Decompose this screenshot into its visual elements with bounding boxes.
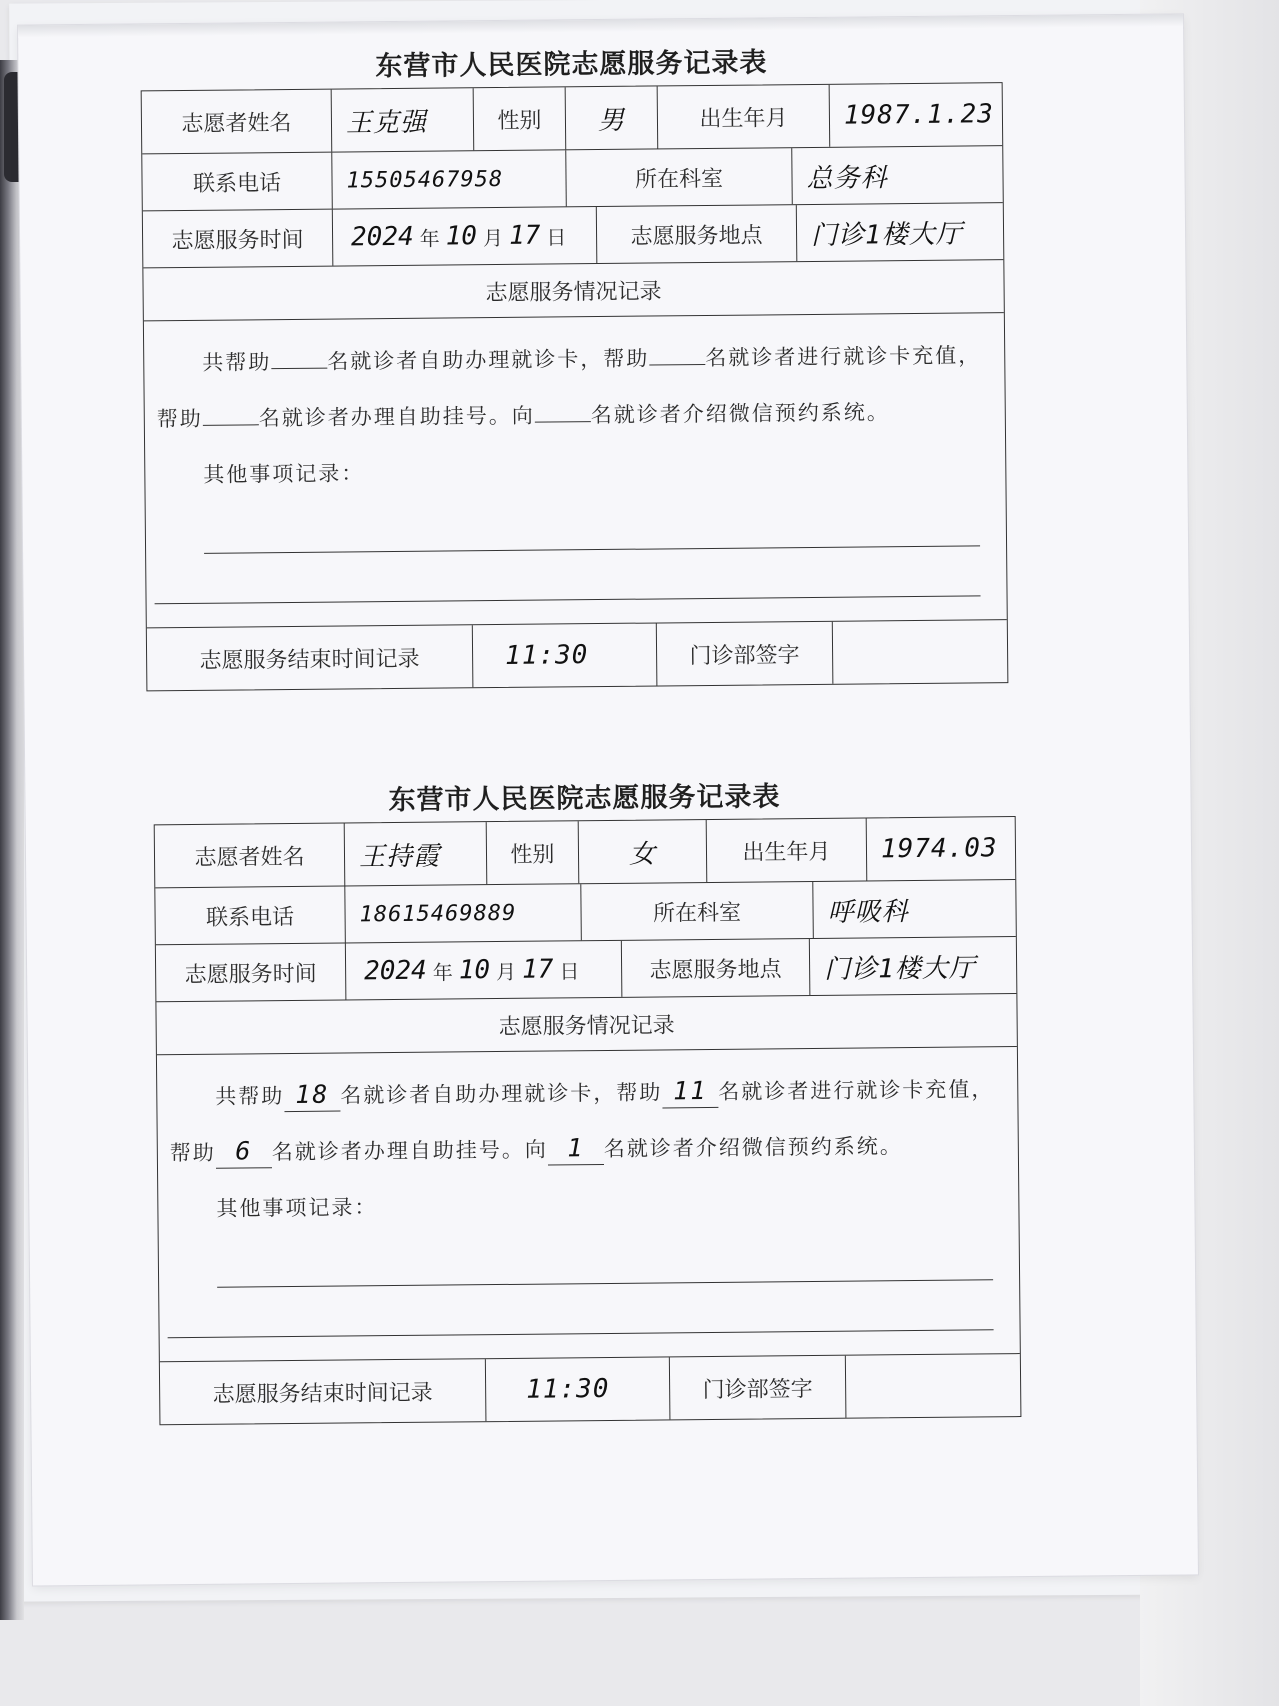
record-form-2: [153, 774, 1021, 1425]
value-service-date[interactable]: [346, 941, 623, 1000]
value-gender[interactable]: 女: [579, 820, 708, 883]
row-identity: [155, 817, 1016, 888]
record-form-1: [140, 40, 1008, 691]
label-signature: 门诊部签字: [670, 1356, 847, 1420]
unit-year: 年: [419, 226, 440, 251]
form-table: [154, 816, 1022, 1425]
row-service: [143, 203, 1004, 268]
date-month: 10: [445, 221, 478, 252]
section-title: 志愿服务情况记录: [498, 1012, 675, 1040]
label-service-time: 志愿服务时间: [143, 210, 334, 268]
date-month: 10: [458, 955, 491, 986]
form-table: [141, 82, 1009, 691]
record-text-2: 名就诊者自助办理就诊卡，帮助: [340, 1080, 663, 1108]
blank-registration[interactable]: [203, 424, 259, 426]
record-text-3: 名就诊者进行就诊卡充值，帮助: [156, 343, 982, 432]
other-line-2[interactable]: [168, 1329, 994, 1338]
unit-day: 日: [546, 224, 567, 250]
row-identity: [142, 83, 1003, 154]
blank-wechat[interactable]: 1: [548, 1133, 604, 1166]
record-text-1: 共帮助: [202, 350, 272, 375]
label-gender: 性别: [474, 87, 567, 150]
row-contact: [155, 880, 1016, 945]
value-service-place[interactable]: 门诊1楼大厅: [823, 952, 976, 985]
row-end: [160, 1354, 1021, 1424]
section-title: 志愿服务情况记录: [485, 278, 662, 306]
value-gender[interactable]: 男: [566, 86, 659, 149]
value-name[interactable]: 王持霞: [345, 822, 488, 885]
blank-wechat[interactable]: [535, 421, 591, 423]
row-service: [156, 937, 1017, 1002]
label-name: 志愿者姓名: [142, 90, 333, 154]
label-service-time: 志愿服务时间: [156, 943, 347, 1001]
blank-registration[interactable]: 6: [216, 1136, 272, 1169]
other-line-1[interactable]: [204, 545, 980, 553]
label-phone: 联系电话: [142, 153, 333, 211]
value-end-time[interactable]: 11:30: [486, 1357, 671, 1421]
record-text-5: 名就诊者介绍微信预约系统。: [590, 400, 890, 428]
other-line-1[interactable]: [217, 1279, 993, 1287]
value-service-date[interactable]: [333, 207, 598, 266]
label-birth: 出生年月: [658, 85, 831, 149]
value-dept[interactable]: 呼吸科: [827, 896, 909, 928]
record-body: [144, 313, 1007, 627]
form-title: 东营市人民医院志愿服务记录表: [375, 47, 768, 83]
other-line-2[interactable]: [155, 595, 981, 604]
label-name: 志愿者姓名: [155, 823, 346, 887]
label-dept: 所在科室: [566, 148, 793, 206]
blank-recharge[interactable]: [649, 364, 705, 366]
value-signature[interactable]: [833, 620, 1007, 684]
value-phone[interactable]: 18615469889: [345, 884, 582, 942]
date-day: 17: [521, 954, 554, 985]
date-year: 2024: [363, 955, 427, 987]
blank-cards[interactable]: 18: [284, 1080, 340, 1113]
label-signature: 门诊部签字: [657, 622, 834, 686]
value-end-time[interactable]: 11:30: [473, 623, 658, 687]
form-title: 东营市人民医院志愿服务记录表: [388, 781, 781, 817]
blank-cards[interactable]: [271, 368, 327, 370]
record-text-5: 名就诊者介绍微信预约系统。: [603, 1134, 903, 1162]
value-dept[interactable]: 总务科: [806, 162, 888, 194]
row-section-head: [143, 260, 1003, 321]
date-year: 2024: [350, 221, 414, 253]
value-name[interactable]: 王克强: [332, 88, 475, 151]
record-text-3: 名就诊者进行就诊卡充值，帮助: [169, 1077, 995, 1166]
date-day: 17: [508, 220, 541, 251]
record-text-4: 名就诊者办理自助挂号。向: [271, 1137, 548, 1165]
unit-month: 月: [495, 959, 517, 984]
row-end: [147, 620, 1008, 690]
label-service-place: 志愿服务地点: [622, 939, 811, 997]
label-end-time: 志愿服务结束时间记录: [147, 625, 474, 690]
value-signature[interactable]: [846, 1354, 1020, 1418]
unit-day: 日: [559, 958, 580, 983]
record-text-1: 共帮助: [215, 1084, 285, 1109]
value-birth[interactable]: 1974.03: [880, 833, 998, 865]
row-contact: [142, 146, 1003, 211]
record-text-4: 名就诊者办理自助挂号。向: [258, 403, 535, 431]
value-phone[interactable]: 15505467958: [332, 150, 567, 208]
record-body: [157, 1047, 1020, 1361]
row-section-head: [156, 994, 1016, 1055]
label-end-time: 志愿服务结束时间记录: [160, 1359, 487, 1424]
row-record: [144, 313, 1007, 628]
unit-month: 月: [482, 225, 504, 250]
value-birth[interactable]: 1987.1.23: [843, 99, 994, 131]
record-text-2: 名就诊者自助办理就诊卡，帮助: [327, 346, 650, 374]
other-items-label: 其他事项记录：: [216, 1195, 378, 1221]
label-service-place: 志愿服务地点: [597, 205, 798, 263]
value-service-place[interactable]: 门诊1楼大厅: [810, 219, 963, 251]
label-dept: 所在科室: [581, 882, 814, 940]
row-record: [157, 1047, 1020, 1362]
blank-recharge[interactable]: 11: [662, 1076, 718, 1109]
label-birth: 出生年月: [707, 818, 868, 882]
unit-year: 年: [432, 959, 453, 985]
label-gender: 性别: [487, 821, 580, 884]
label-phone: 联系电话: [155, 886, 346, 944]
form-page: [18, 14, 1198, 1585]
other-items-label: 其他事项记录：: [203, 461, 365, 487]
